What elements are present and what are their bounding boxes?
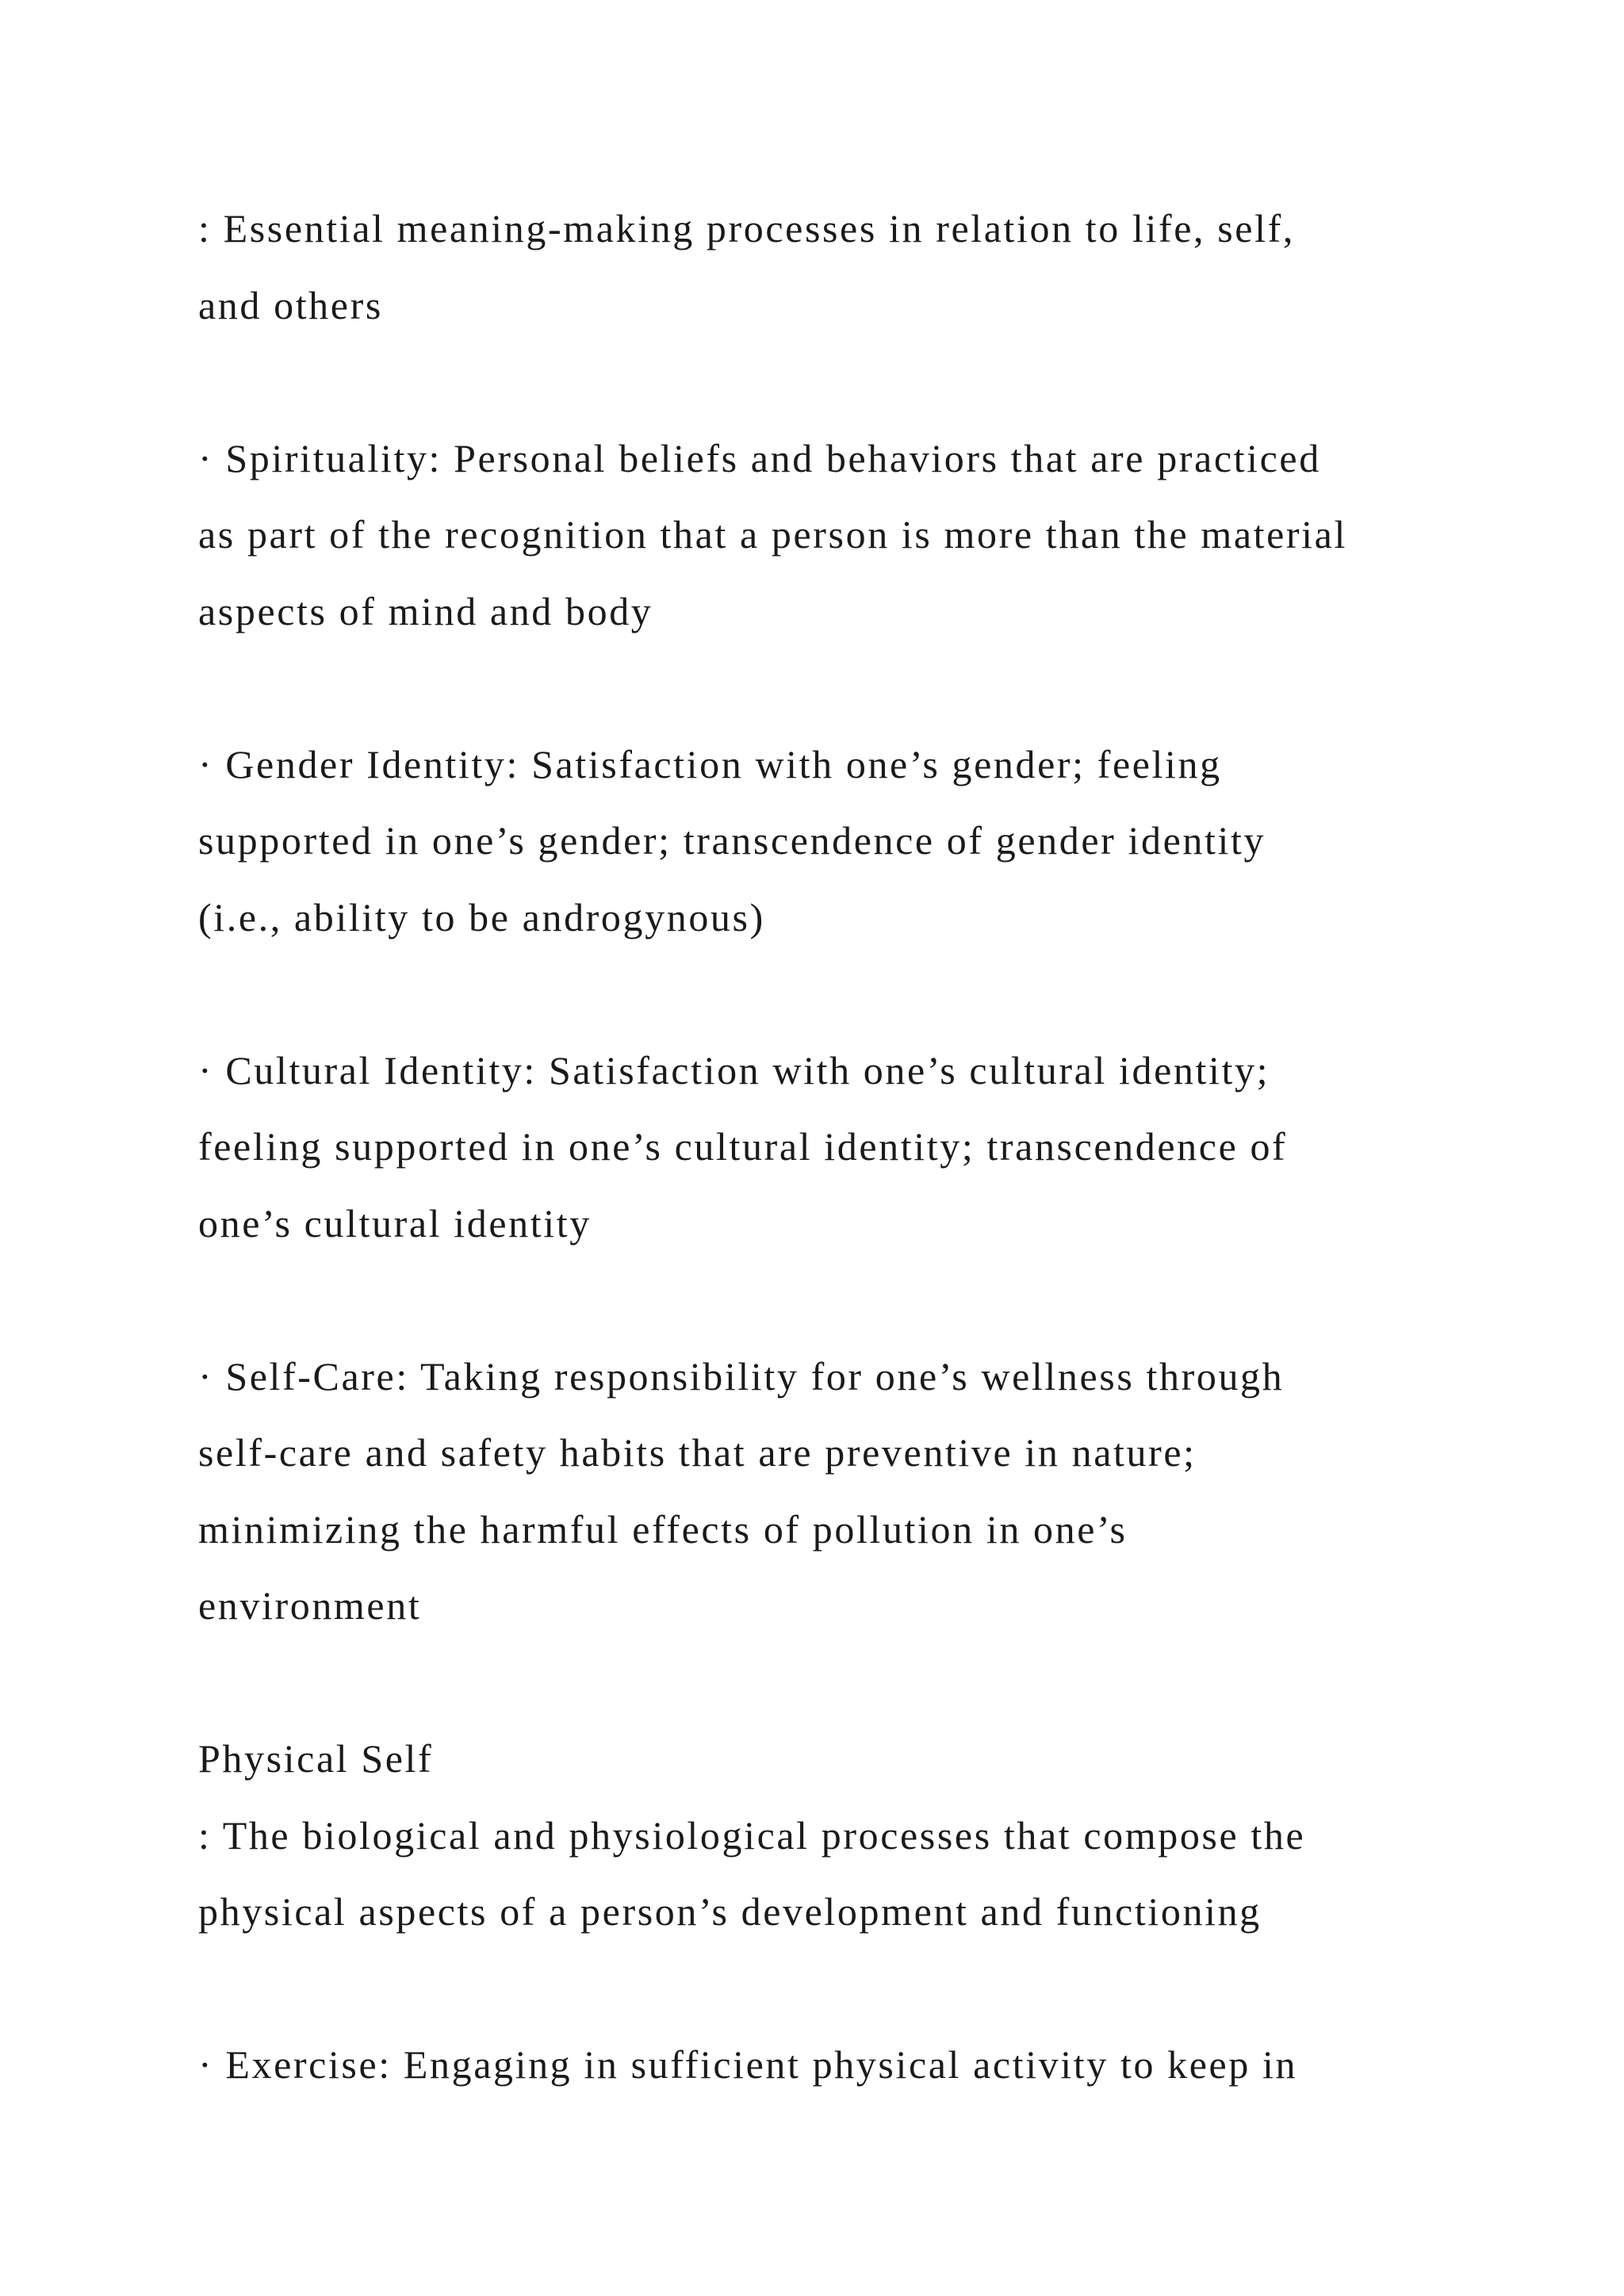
text-line: aspects of mind and body <box>198 588 653 633</box>
text-line: minimizing the harmful effects of pollution in one’s <box>198 1506 1128 1552</box>
text-line: and others <box>198 282 383 327</box>
paragraph-gap <box>198 1950 1546 2027</box>
text-line: as part of the recognition that a person is more than the material <box>198 512 1347 557</box>
text-line: physical aspects of a person’s development and functioning <box>198 1889 1262 1934</box>
section-heading-physical-self: Physical Self <box>198 1736 434 1781</box>
text-line: (i.e., ability to be androgynous) <box>198 894 765 939</box>
paragraph-gap <box>198 955 1546 1032</box>
paragraph-gap <box>198 649 1546 726</box>
document-body <box>198 190 1546 2103</box>
text-line: · Cultural Identity: Satisfaction with one’s cultural identity; <box>198 1047 1270 1093</box>
text-line: supported in one’s gender; transcendence of gender identity <box>198 818 1266 863</box>
text-line: self-care and safety habits that are preventive in nature; <box>198 1430 1197 1475</box>
paragraph-gap <box>198 1261 1546 1338</box>
text-line: feeling supported in one’s cultural identity; transcendence of <box>198 1124 1288 1169</box>
paragraph-gap <box>198 1644 1546 1721</box>
text-line: · Gender Identity: Satisfaction with one’s gender; feeling <box>198 741 1222 786</box>
text-line: : Essential meaning-making processes in relation to life, self, <box>198 206 1295 251</box>
paragraph-gap <box>198 343 1546 420</box>
text-line: · Self-Care: Taking responsibility for one’s wellness through <box>198 1353 1285 1399</box>
text-line: : The biological and physiological processes that compose the <box>198 1812 1306 1858</box>
text-line: · Spirituality: Personal beliefs and behaviors that are practiced <box>198 435 1321 480</box>
text-line: environment <box>198 1583 422 1628</box>
text-line: one’s cultural identity <box>198 1200 592 1246</box>
text-line: · Exercise: Engaging in sufficient physical activity to keep in <box>198 2042 1298 2087</box>
